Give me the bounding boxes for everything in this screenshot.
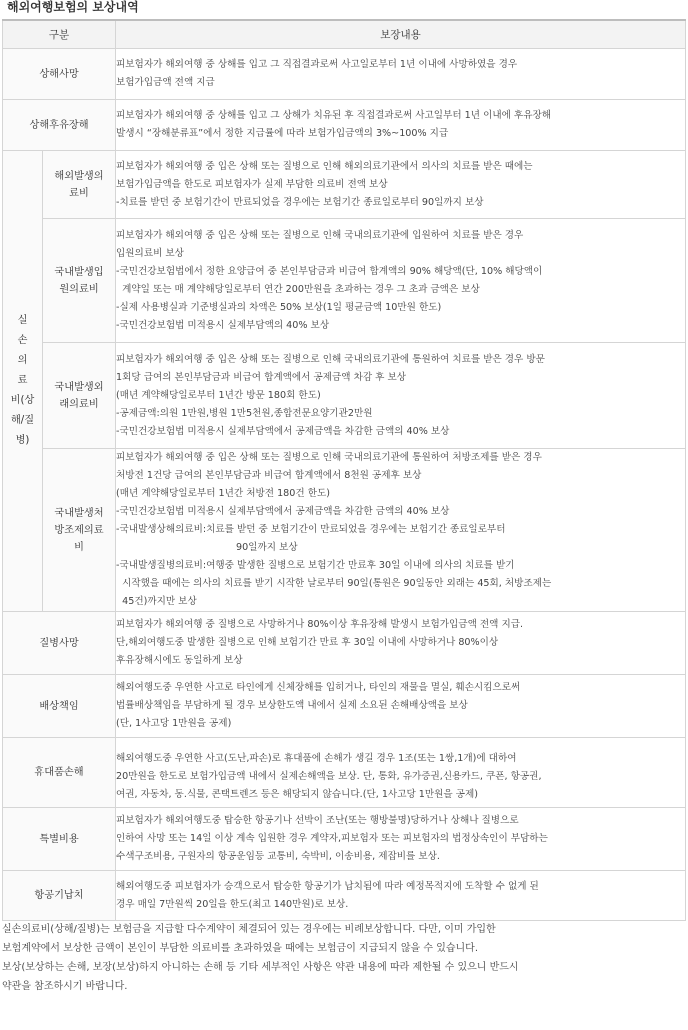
desc-line: 여권, 자동차, 동.식물, 콘택트렌즈 등은 해당되지 않습니다.(단, 1사고당 1만원을 공제): [116, 788, 479, 800]
label-line: 료비: [69, 187, 89, 199]
row-desc-domestic-prescription: [116, 449, 686, 612]
label-line: 원의료비: [59, 283, 99, 295]
row-label-special-expense: 특별비용: [3, 808, 116, 871]
row-label-belongings: 휴대품손해: [3, 738, 116, 808]
desc-line: 법률배상책임을 부담하게 될 경우 보상한도액 내에서 실제 소요된 손해배상액을 보상: [116, 700, 468, 711]
row-desc-injury-disability: [116, 100, 686, 151]
desc-line: 단,해외여행도중 발생한 질병으로 인해 보험기간 만료 후 30일 이내에 사망하거나 80%이상: [116, 637, 499, 648]
row-desc-hijack: [116, 871, 686, 921]
desc-line: -공제금액:의원 1만원,병원 1만5천원,종합전문요양기관2만원: [116, 407, 373, 419]
table-row: [3, 100, 686, 151]
table-row: [3, 219, 686, 343]
desc-line: -치료를 받던 중 보험기간이 만료되었을 경우에는 보험기간 종료일로부터 90일까지 보상: [116, 196, 484, 208]
desc-line: 피보험자가 해외여행 중 입은 상해 또는 질병으로 인해 국내의료기관에 통원하여 처방조제를 받은 경우: [116, 452, 542, 463]
table-row: [3, 808, 686, 871]
desc-line: 해외여행도중 우연한 사고(도난,파손)로 휴대품에 손해가 생길 경우 1조(또는 1쌍,1개)에 대하여: [116, 752, 517, 764]
desc-line: 시작했을 때에는 의사의 치료를 받기 시작한 날로부터 90일(통원은 90일동안 외래는 45회, 처방조제는: [116, 578, 552, 589]
row-label-disease-death: 질병사망: [3, 612, 116, 675]
table-header-row: [3, 20, 686, 49]
desc-line: 해외여행도중 우연한 사고로 타인에게 신체장해를 입히거나, 타인의 재물을 멸실, 훼손시킴으로써: [116, 682, 521, 693]
group-label-line: 병): [15, 435, 30, 446]
label-line: 해외발생의: [54, 170, 104, 182]
desc-line: 피보험자가 해외여행도중 탑승한 항공기나 선박이 조난(또는 행방불명)당하거나 상해나 질병으로: [116, 815, 519, 826]
row-label-hijack: 항공기납치: [3, 871, 116, 921]
group-label-line: 료: [17, 375, 28, 386]
desc-line: 인하여 사망 또는 14일 이상 계속 입원한 경우 계약자,피보험자 또는 피보험자의 법정상속인이 부담하는: [116, 833, 548, 844]
desc-line: 계약일 또는 매 계약해당일로부터 연간 200만원을 초과하는 경우 그 초과 금액은 보상: [116, 283, 480, 295]
table-row: [3, 151, 686, 219]
desc-line: 발생시 “장해분류표”에서 정한 지급률에 따라 보험가입금액의 3%~100% 지급: [116, 128, 449, 139]
desc-line: 피보험자가 해외여행 중 상해를 입고 그 직접결과로써 사고일로부터 1년 이내에 사망하였을 경우: [116, 59, 518, 70]
group-label-line: 비(상: [10, 395, 35, 406]
row-desc-special-expense: [116, 808, 686, 871]
table-row: [3, 49, 686, 100]
group-label-line: 해/질: [10, 415, 35, 426]
row-label-domestic-outpatient: [43, 343, 116, 449]
row-label-liability: 배상책임: [3, 675, 116, 738]
desc-line: 수색구조비용, 구원자의 항공운임등 교통비, 숙박비, 이송비용, 제잡비를 보상.: [116, 851, 440, 862]
row-label-domestic-inpatient: [43, 219, 116, 343]
desc-line: 경우 매일 7만원씩 20일을 한도(최고 140만원)로 보상.: [116, 898, 349, 910]
desc-line: (매년 계약해당일로부터 1년간 방문 180회 한도): [116, 389, 321, 401]
label-line: 비: [74, 541, 84, 553]
footnote-line: 보험계약에서 보상한 금액이 본인이 부담한 의료비를 초과하였을 때에는 보험금이 지급되지 않을 수 있습니다.: [2, 943, 479, 954]
row-label-injury-death: 상해사망: [3, 49, 116, 100]
desc-line: 피보험자가 해외여행 중 입은 상해 또는 질병으로 인해 국내의료기관에 입원하여 치료를 받은 경우: [116, 229, 524, 241]
desc-line: -국내발생상해의료비:치료를 받던 중 보험기간이 만료되었을 경우에는 보험기간 종료일로부터: [116, 524, 506, 535]
desc-line: 해외여행도중 피보험자가 승객으로서 탑승한 항공기가 납치됨에 따라 예정목적지에 도착할 수 없게 된: [116, 880, 539, 892]
row-desc-liability: [116, 675, 686, 738]
desc-line: 피보험자가 해외여행 중 질병으로 사망하거나 80%이상 후유장해 발생시 보험가입금액 전액 지급.: [116, 619, 524, 630]
row-desc-domestic-inpatient: [116, 219, 686, 343]
desc-line: -실제 사용병실과 기준병실과의 차액은 50% 보상(1일 평균금액 10만원 한도): [116, 301, 442, 313]
header-content: 보장내용: [116, 20, 686, 49]
table-row: [3, 449, 686, 612]
group-label-medical: [3, 151, 43, 612]
desc-line: (매년 계약해당일로부터 1년간 처방전 180건 한도): [116, 488, 330, 499]
desc-line: 후유장해시에도 동일하게 보상: [116, 655, 243, 666]
desc-line: 처방전 1건당 급여의 본인부담금과 비급여 합계액에서 8천원 공제후 보상: [116, 470, 422, 481]
label-line: 방조제의료: [54, 524, 104, 536]
desc-line: 피보험자가 해외여행 중 상해를 입고 그 상해가 치유된 후 직접결과로써 사고일부터 1년 이내에 후유장해: [116, 110, 552, 121]
table-row: [3, 675, 686, 738]
row-desc-domestic-outpatient: [116, 343, 686, 449]
desc-line: 45건)까지만 보상: [116, 596, 197, 607]
footnote-line: 실손의료비(상해/질병)는 보험금을 지급할 다수계약이 체결되어 있는 경우에는 비례보상합니다. 다만, 이미 가입한: [2, 924, 496, 935]
desc-line: 피보험자가 해외여행 중 입은 상해 또는 질병으로 인해 해외의료기관에서 의사의 치료를 받은 때에는: [116, 160, 533, 172]
row-desc-overseas-medical: [116, 151, 686, 219]
label-line: 국내발생입: [54, 266, 104, 278]
table-row: [3, 343, 686, 449]
desc-line: 20만원을 한도로 보험가입금액 내에서 실제손해액을 보상. 단, 통화, 유가증권,신용카드, 쿠폰, 항공권,: [116, 770, 542, 782]
label-line: 래의료비: [59, 398, 99, 410]
footnote-line: 약관을 참조하시기 바랍니다.: [2, 981, 128, 992]
desc-line: 피보험자가 해외여행 중 입은 상해 또는 질병으로 인해 국내의료기관에 통원하여 치료를 받은 경우 방문: [116, 353, 545, 365]
table-row: [3, 871, 686, 921]
desc-line: 입원의료비 보상: [116, 247, 184, 259]
desc-line: -국민건강보험법 미적용시 실제부담액의 40% 보상: [116, 319, 330, 331]
label-line: 국내발생처: [54, 507, 104, 519]
desc-line: -국민건강보험법에서 정한 요양급여 중 본인부담금과 비급여 합계액의 90% 해당액(단, 10% 해당액이: [116, 265, 543, 277]
header-category: 구분: [3, 20, 116, 49]
row-desc-belongings: [116, 738, 686, 808]
desc-line: 1회당 급여의 본인부담금과 비급여 합계액에서 공제금액 차감 후 보상: [116, 371, 407, 383]
desc-line: (단, 1사고당 1만원을 공제): [116, 718, 232, 729]
desc-line: 보험가입금액을 한도로 피보험자가 실제 부담한 의료비 전액 보상: [116, 178, 388, 190]
group-label-line: 의: [17, 355, 28, 366]
desc-line: -국민건강보험법 미적용시 실제부담액에서 공제금액을 차감한 금액의 40% 보상: [116, 506, 450, 517]
table-row: [3, 612, 686, 675]
group-label-line: 손: [17, 335, 28, 346]
row-desc-disease-death: [116, 612, 686, 675]
row-label-injury-disability: 상해후유장해: [3, 100, 116, 151]
table-row: [3, 738, 686, 808]
coverage-table: [2, 19, 686, 921]
desc-line: -국민건강보험법 미적용시 실제부담액에서 공제금액을 차감한 금액의 40% 보상: [116, 425, 450, 437]
label-line: 국내발생외: [54, 381, 104, 393]
row-desc-injury-death: [116, 49, 686, 100]
footnotes: [2, 920, 686, 996]
footnote-line: 보상(보상하는 손해, 보장(보상)하지 아니하는 손해 등 기타 세부적인 사항은 약관 내용에 따라 제한될 수 있으니 반드시: [2, 962, 519, 973]
desc-line: -국내발생질병의료비:여행중 발생한 질병으로 보험기간 만료후 30일 이내에 의사의 치료를 받기: [116, 560, 515, 571]
group-label-line: 실: [17, 315, 28, 326]
row-label-domestic-prescription: [43, 449, 116, 612]
page-title: 해외여행보험의 보상내역: [7, 0, 139, 14]
row-label-overseas-medical: [43, 151, 116, 219]
desc-line: 90일까지 보상: [236, 542, 298, 553]
desc-line: 보험가입금액 전액 지급: [116, 77, 215, 88]
